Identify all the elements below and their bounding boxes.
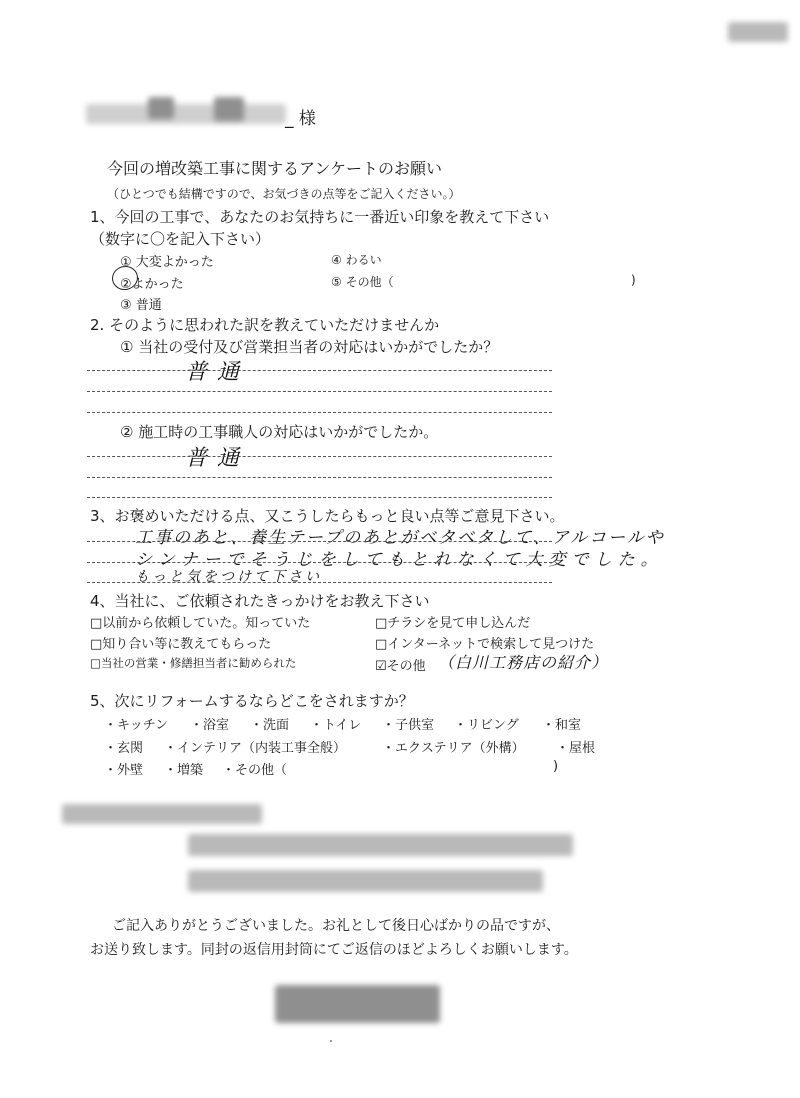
answer-line — [87, 370, 552, 371]
survey-title: 今回の増改築工事に関するアンケートのお願い — [107, 159, 443, 178]
answer-line — [87, 412, 552, 413]
q1-instruction: （数字に〇を記入下さい） — [90, 230, 271, 248]
q5-opt-washroom: ・洗面 — [250, 718, 290, 733]
q3-answer-line-1: 工事のあと、養生テープのあとがベタベタして、アルコールや — [135, 528, 665, 548]
q1-option-5-close: ) — [631, 273, 636, 287]
q5-question: 5、次にリフォームするならどこをされますか？ — [90, 692, 414, 710]
redacted-company-contact — [188, 870, 543, 892]
redacted-name-glyph — [148, 97, 174, 119]
survey-note: （ひとつでも結構ですので、お気づきの点等をご記入ください。） — [107, 187, 461, 201]
q5-opt-exterior: ・エクステリア（外構） — [382, 741, 525, 756]
q2-sub1: ① 当社の受付及び営業担当者の対応はいかがでしたか？ — [120, 338, 499, 356]
redacted-date — [275, 985, 440, 1023]
q2-sub2: ② 施工時の工事職人の対応はいかがでしたか。 — [120, 423, 439, 441]
q5-opt-japanese-room: ・和室 — [542, 718, 582, 733]
q1-option-3: ③ 普通 — [120, 298, 162, 313]
answer-line — [87, 582, 552, 583]
q3-answer-line-2: シンナーでそうじをしてもとれなくて大変でした。 — [135, 550, 664, 570]
q3-answer-line-3: もっと気をつけて下さい — [135, 569, 322, 585]
q1-option-1: ① 大変よかった — [120, 255, 214, 270]
q4-option-acquaintance: □知り合い等に教えてもらった — [90, 637, 272, 652]
q5-opt-interior: ・インテリア（内装工事全般） — [164, 741, 347, 756]
redacted-company-name — [62, 804, 262, 824]
answer-line — [87, 541, 552, 542]
redacted-page-number — [728, 22, 788, 42]
q3-question: 3、お褒めいただける点、又こうしたらもっと良い点等ご意見下さい。 — [90, 507, 565, 525]
answer-line — [87, 391, 552, 392]
q4-other-handwriting: （白川工務店の紹介） — [438, 653, 609, 672]
q5-opt-other-close: ) — [553, 759, 559, 774]
q2-question: 2. そのように思われた訳を教えていただけませんか — [90, 316, 440, 334]
q4-option-sales: □当社の営業・修繕担当者に勧められた — [90, 656, 297, 670]
redacted-name-glyph — [214, 97, 244, 121]
redacted-company-address — [188, 834, 573, 856]
q5-opt-outer-wall: ・外壁 — [104, 763, 144, 778]
q5-opt-extension: ・増築 — [164, 763, 204, 778]
q5-opt-kids-room: ・子供室 — [382, 718, 435, 733]
q4-option-prior: □以前から依頼していた。知っていた — [90, 616, 311, 631]
q5-opt-roof: ・屋根 — [556, 741, 596, 756]
scan-dot — [330, 1040, 332, 1042]
q4-option-internet: □インターネットで検索して見つけた — [375, 637, 595, 652]
honorific: _ 様 — [285, 109, 316, 129]
q2-answer1-handwriting: 普通 — [185, 360, 250, 385]
q5-opt-living: ・リビング — [454, 718, 519, 733]
answer-line — [87, 456, 552, 457]
q5-opt-other: ・その他（ — [222, 763, 288, 778]
footer-thanks-line-1: ご記入ありがとうございました。お礼として後日心ばかりの品ですが、 — [112, 918, 560, 934]
answer-line — [87, 497, 552, 498]
footer-thanks-line-2: お送り致します。同封の返信用封筒にてご返信のほどよろしくお願いします。 — [90, 942, 578, 958]
q1-question: 1、今回の工事で、あなたのお気持ちに一番近い印象を教えて下さい — [90, 208, 550, 226]
answer-line — [87, 477, 552, 478]
q1-option-4: ④ わるい — [331, 253, 382, 267]
q5-opt-toilet: ・トイレ — [310, 718, 362, 733]
redacted-customer-name — [86, 104, 286, 124]
q4-question: 4、当社に、ご依頼されたきっかけをお教え下さい — [90, 592, 430, 610]
q5-opt-kitchen: ・キッチン — [104, 718, 169, 733]
q1-option-2: ②よかった — [120, 277, 184, 292]
q1-option-5: ⑤ その他（ — [331, 275, 394, 289]
q4-option-flyer: □チラシを見て申し込んだ — [375, 616, 531, 631]
answer-line — [87, 562, 552, 563]
q4-option-other-checked: ☑その他 — [375, 659, 426, 674]
q5-opt-entrance: ・玄関 — [104, 741, 144, 756]
q2-answer2-handwriting: 普通 — [185, 446, 250, 471]
q5-opt-bathroom: ・浴室 — [190, 718, 230, 733]
